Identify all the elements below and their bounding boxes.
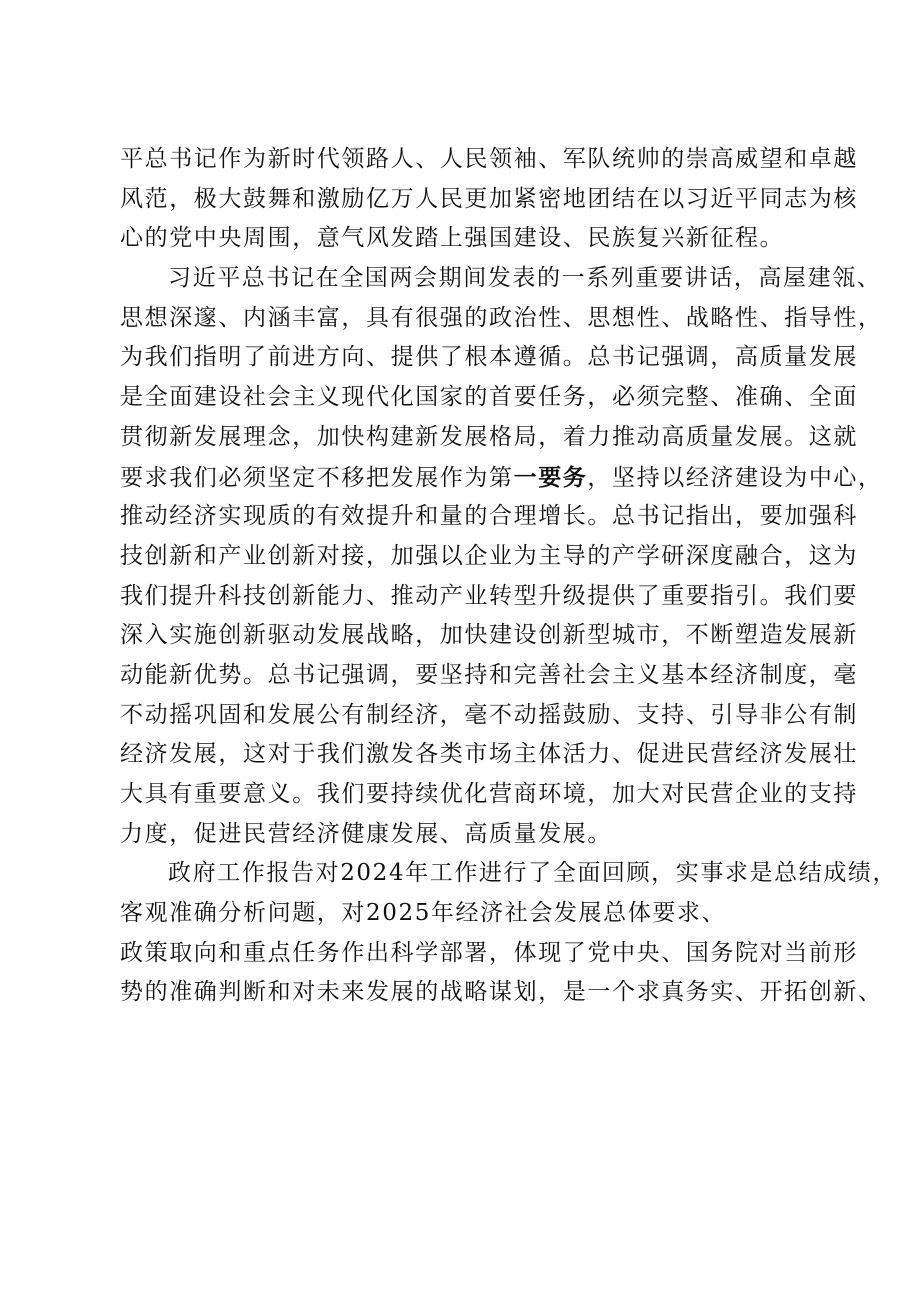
paragraph-2-line-4: 是全面建设社会主义现代化国家的首要任务，必须完整、准确、全面	[120, 384, 858, 411]
paragraph-2-line-15: 力度，促进民营经济健康发展、高质量发展。	[120, 820, 612, 847]
paragraph-2-line-5: 贯彻新发展理念，加快构建新发展格局，着力推动高质量发展。这就	[120, 423, 858, 450]
paragraph-2-line-6-part-1: 要求我们必须坚定不移把发展作为第	[120, 464, 514, 491]
paragraph-3-line-2: 客观准确分析问题，对2025年经济社会发展总体要求、	[120, 900, 727, 927]
body-text	[120, 140, 898, 1013]
paragraph-2-line-2: 思想深邃、内涵丰富，具有很强的政治性、思想性、战略性、指导性，	[120, 304, 883, 331]
paragraph-2-line-10: 深入实施创新驱动发展战略，加快建设创新型城市，不断塑造发展新	[120, 622, 858, 649]
paragraph-2-line-6-part-3: ，坚持以经济建设为中心，	[587, 464, 883, 491]
paragraph-2-line-9: 我们提升科技创新能力、推动产业转型升级提供了重要指引。我们要	[120, 582, 858, 609]
paragraph-2-line-6	[120, 458, 883, 498]
paragraph-2-line-6-bold: 一要务	[513, 463, 588, 491]
paragraph-2-line-1: 习近平总书记在全国两会期间发表的一系列重要讲话，高屋建瓴、	[168, 265, 882, 292]
paragraph-2-line-3: 为我们指明了前进方向、提供了根本遵循。总书记强调，高质量发展	[120, 344, 858, 371]
paragraph-2-line-8: 技创新和产业创新对接，加强以企业为主导的产学研深度融合，这为	[120, 542, 858, 569]
paragraph-3-line-4: 势的准确判断和对未来发展的战略谋划，是一个求真务实、开拓创新、	[120, 979, 883, 1006]
paragraph-3-line-3: 政策取向和重点任务作出科学部署，体现了党中央、国务院对当前形	[120, 939, 858, 966]
paragraph-2-line-7: 推动经济实现质的有效提升和量的合理增长。总书记指出，要加强科	[120, 503, 858, 530]
paragraph-1-line-1: 平总书记作为新时代领路人、人民领袖、军队统帅的崇高威望和卓越	[120, 146, 858, 172]
paragraph-1-line-2: 风范，极大鼓舞和激励亿万人民更加紧密地团结在以习近平同志为核	[120, 185, 858, 212]
paragraph-3-line-1: 政府工作报告对2024年工作进行了全面回顾，实事求是总结成绩，	[168, 860, 898, 887]
paragraph-1-line-3: 心的党中央周围，意气风发踏上强国建设、民族复兴新征程。	[120, 225, 785, 252]
paragraph-2-line-13: 经济发展，这对于我们激发各类市场主体活力、促进民营经济发展壮	[120, 741, 858, 768]
paragraph-2-line-12: 不动摇巩固和发展公有制经济，毫不动摇鼓励、支持、引导非公有制	[120, 701, 858, 728]
paragraph-2-line-11: 动能新优势。总书记强调，要坚持和完善社会主义基本经济制度，毫	[120, 661, 858, 688]
paragraph-2-line-14: 大具有重要意义。我们要持续优化营商环境，加大对民营企业的支持	[120, 781, 858, 807]
